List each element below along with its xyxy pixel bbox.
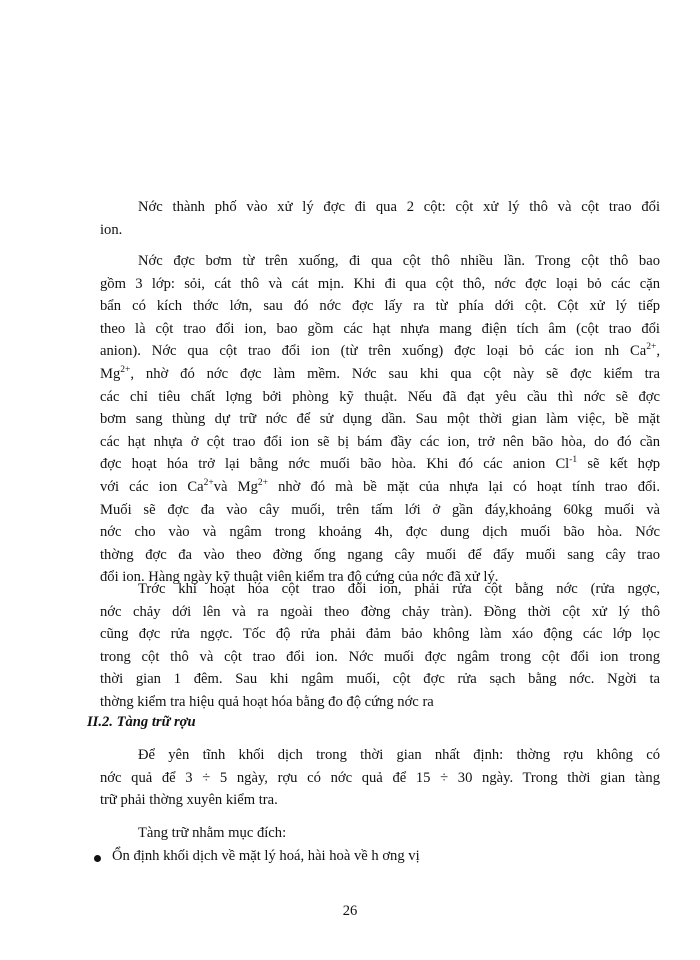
paragraph-1 <box>100 196 660 241</box>
text-line: gồm 3 lớp: sỏi, cát thô và cát mịn. Khi đi qua cột thô, nớc đợc loại bỏ các cặn <box>100 275 660 292</box>
text-line: Trớc khi hoạt hóa cột trao đổi ion, phải rửa cột bằng nớc (rửa ngợc, <box>138 581 660 597</box>
text-line: các chỉ tiêu chất lợng bởi phòng kỹ thuật. Nếu đã đạt yêu cầu thì nớc sẽ đợc <box>100 388 660 405</box>
text-line: Nớc thành phố vào xử lý đợc đi qua 2 cột: cột xử lý thô và cột trao đổi <box>138 199 660 215</box>
paragraph-2 <box>100 250 660 589</box>
paragraph-4 <box>100 744 660 812</box>
page-number: 26 <box>342 903 358 919</box>
bullet-icon <box>94 855 101 862</box>
text-line: với các ion $Ca^{2+}và$ $Mg^{2+}$ nhờ đó mà bề mặt của nhựa lại có hoạt tính trao đổi. <box>100 477 660 495</box>
text-line: cũng đợc rửa ngợc. Tốc độ rửa phải đảm bảo không làm xáo động các lớp lọc <box>100 626 660 643</box>
text-line: Muối sẽ đợc đa vào cây muối, trên tấm lới ở gần đáy,khoảng 60kg muối và <box>100 501 660 518</box>
text-line: theo là cột trao đổi ion, bao gồm các hạt nhựa mang điện tích âm (cột trao đổi <box>100 320 660 337</box>
bullet-text: Ổn định khối dịch về mặt lý hoá, hài hoà về h ơng vị <box>112 848 420 864</box>
text-line: các hạt nhựa ở cột trao đổi ion sẽ bị bám đầy các ion, trở nên bão hòa, do đó cần <box>100 433 660 450</box>
text-line: bơm sang thùng dự trữ nớc để sử dụng dần. Sau một thời gian làm việc, bề mặt <box>100 411 660 428</box>
text-line: nớc chảy dới lên và ra ngoài theo đờng chảy tràn). Đồng thời cột xử lý thô <box>100 603 660 620</box>
text-line: trong cột thô và cột trao đổi ion. Nớc muối đợc ngâm trong cột đổi ion trong <box>100 648 660 665</box>
text-line: ion. <box>100 221 123 238</box>
text-line: anion). Nớc qua cột trao đổi ion (từ trên xuống) đợc loại bỏ các ion nh $Ca^{2+}$, <box>100 342 660 360</box>
text-line: đổi ion. Hàng ngày kỹ thuật viên kiểm tra độ cứng của nớc đã xử lý. <box>100 569 499 586</box>
purpose-intro: Tàng trữ nhằm mục đích: <box>138 825 287 841</box>
text-line: nớc quả để 3 ÷ 5 ngày, rợu có nớc quả để 15 ÷ 30 ngày. Trong thời gian tàng <box>100 769 660 786</box>
text-line: thời gian 1 đêm. Sau khi ngâm muối, cột đợc rửa sạch bằng nớc. Ngời ta <box>100 671 660 688</box>
section-heading: II.2. Tàng trữ rợu <box>87 714 196 730</box>
text-line: thờng kiểm tra hiệu quả hoạt hóa bằng đo độ cứng nớc ra <box>100 693 434 710</box>
text-line: $Mg^{2+}$, nhờ đó nớc đợc làm mềm. Nớc sau khi qua cột này sẽ đợc kiểm tra <box>100 364 660 382</box>
paragraph-3 <box>100 578 660 714</box>
text-line: bẩn có kích thớc lớn, sau đó nớc đợc lấy ra từ phía dới cột. Cột xử lý tiếp <box>100 298 660 315</box>
purpose-intro-para <box>100 822 660 845</box>
text-line: thờng đợc đa vào theo đờng ống ngang cây muối để đẩy muối sang cây trao <box>100 546 660 563</box>
text-line: Để yên tĩnh khối dịch trong thời gian nhất định: thờng rợu không có <box>138 747 660 763</box>
text-line: Nớc đợc bơm từ trên xuống, đi qua cột thô nhiều lần. Trong cột thô bao <box>138 253 660 269</box>
text-line: đợc hoạt hóa trở lại bằng nớc muối bão hòa. Khi đó các anion $Cl^{-1}$ sẽ kết hợp <box>100 455 660 473</box>
text-line: trữ phải thờng xuyên kiểm tra. <box>100 792 278 809</box>
text-line: nớc cho vào và ngâm trong khoảng 4h, đợc dung dịch muối bão hòa. Nớc <box>100 524 660 541</box>
